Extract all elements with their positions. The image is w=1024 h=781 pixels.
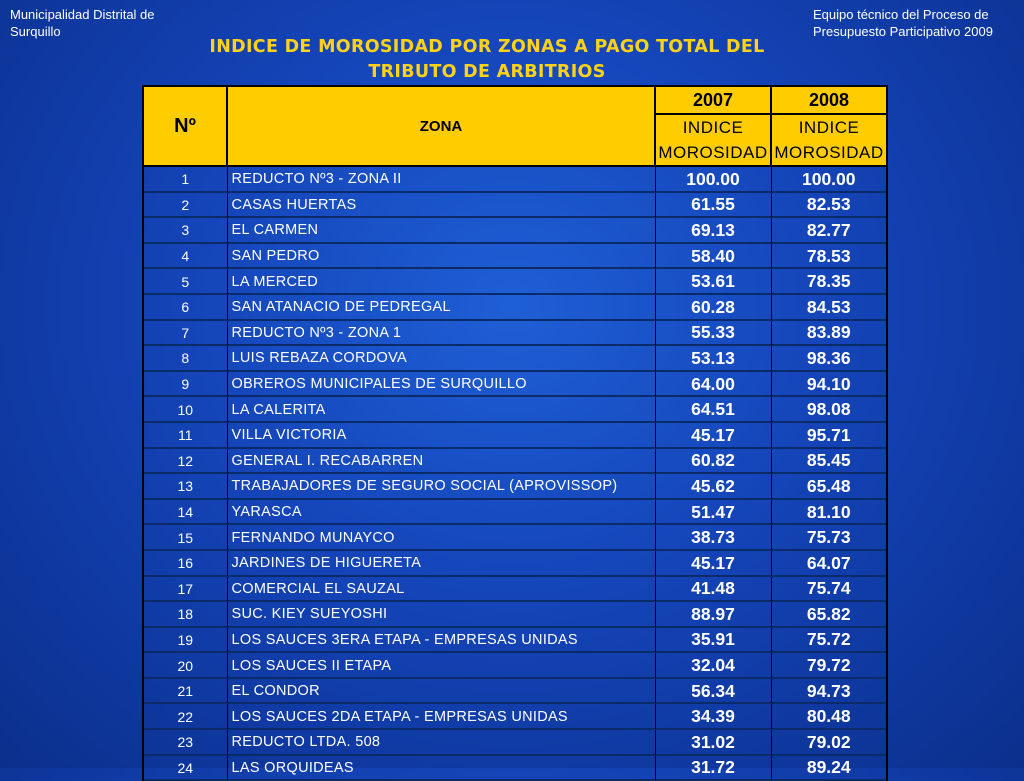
zone-name: FERNANDO MUNAYCO [227,525,655,551]
table-row [143,474,887,500]
index-2007: 58.40 [655,243,771,269]
index-2007: 45.17 [655,422,771,448]
index-2008: 94.10 [771,371,887,397]
index-2007: 53.13 [655,346,771,372]
row-number: 2 [143,192,227,218]
index-2007: 31.02 [655,730,771,756]
zone-name: LOS SAUCES 3ERA ETAPA - EMPRESAS UNIDAS [227,627,655,653]
zone-name: REDUCTO Nº3 - ZONA 1 [227,320,655,346]
zone-name: LA MERCED [227,269,655,295]
index-2007: 41.48 [655,576,771,602]
table-row [143,499,887,525]
index-2007: 56.34 [655,678,771,704]
table-row [143,730,887,756]
zone-name: REDUCTO Nº3 - ZONA II [227,166,655,192]
row-number: 10 [143,397,227,423]
table-row [143,653,887,679]
index-2007: 61.55 [655,192,771,218]
team-label [813,6,1018,40]
row-number: 14 [143,499,227,525]
index-2007: 69.13 [655,218,771,244]
row-number: 13 [143,474,227,500]
zone-name: EL CONDOR [227,678,655,704]
header-morosidad-label: MOROSIDAD [658,143,768,162]
row-number: 19 [143,627,227,653]
team-line2: Presupuesto Participativo 2009 [813,24,993,39]
index-2008: 75.73 [771,525,887,551]
index-2008: 78.53 [771,243,887,269]
index-2007: 60.28 [655,294,771,320]
table-row [143,422,887,448]
index-2008: 81.10 [771,499,887,525]
header-zona: ZONA [227,86,655,166]
header-indice-2008 [771,114,887,166]
row-number: 22 [143,704,227,730]
index-2008: 100.00 [771,166,887,192]
zone-name: LA CALERITA [227,397,655,423]
row-number: 18 [143,602,227,628]
slide-title-line2: TRIBUTO DE ARBITRIOS [368,62,606,82]
index-2007: 45.17 [655,550,771,576]
index-2008: 82.77 [771,218,887,244]
table-row [143,346,887,372]
index-2007: 35.91 [655,627,771,653]
zone-name: SAN PEDRO [227,243,655,269]
index-2007: 100.00 [655,166,771,192]
zone-name: LOS SAUCES II ETAPA [227,653,655,679]
zone-name: LAS ORQUIDEAS [227,755,655,781]
table-row [143,576,887,602]
index-2008: 98.36 [771,346,887,372]
index-2007: 64.51 [655,397,771,423]
row-number: 21 [143,678,227,704]
table-body [143,166,887,781]
index-2008: 65.82 [771,602,887,628]
header-year-2008: 2008 [771,86,887,114]
table-row [143,678,887,704]
index-2008: 64.07 [771,550,887,576]
index-2008: 79.02 [771,730,887,756]
zone-name: COMERCIAL EL SAUZAL [227,576,655,602]
zone-name: SAN ATANACIO DE PEDREGAL [227,294,655,320]
morosidad-table [142,85,888,781]
zone-name: LUIS REBAZA CORDOVA [227,346,655,372]
organization-line2: Surquillo [10,24,61,39]
table-row [143,397,887,423]
row-number: 8 [143,346,227,372]
zone-name: TRABAJADORES DE SEGURO SOCIAL (APROVISSOP) [227,474,655,500]
index-2008: 79.72 [771,653,887,679]
zone-name: EL CARMEN [227,218,655,244]
table-row [143,294,887,320]
zone-name: JARDINES DE HIGUERETA [227,550,655,576]
team-line1: Equipo técnico del Proceso de [813,7,989,22]
header-indice-label: INDICE [682,118,744,137]
row-number: 7 [143,320,227,346]
zone-name: LOS SAUCES 2DA ETAPA - EMPRESAS UNIDAS [227,704,655,730]
zone-name: SUC. KIEY SUEYOSHI [227,602,655,628]
row-number: 1 [143,166,227,192]
row-number: 17 [143,576,227,602]
row-number: 11 [143,422,227,448]
zone-name: OBREROS MUNICIPALES DE SURQUILLO [227,371,655,397]
table-row [143,218,887,244]
table-row [143,448,887,474]
index-2008: 78.35 [771,269,887,295]
index-2008: 82.53 [771,192,887,218]
zone-name: VILLA VICTORIA [227,422,655,448]
row-number: 6 [143,294,227,320]
organization-line1: Municipalidad Distrital de [10,7,155,22]
slide-title-line1: INDICE DE MOROSIDAD POR ZONAS A PAGO TOTAL DEL [209,37,765,57]
header-indice-2007 [655,114,771,166]
table-row [143,269,887,295]
index-2008: 95.71 [771,422,887,448]
zone-name: YARASCA [227,499,655,525]
zone-name: CASAS HUERTAS [227,192,655,218]
index-2008: 75.72 [771,627,887,653]
index-2007: 88.97 [655,602,771,628]
index-2008: 89.24 [771,755,887,781]
table-row [143,704,887,730]
table-row [143,192,887,218]
row-number: 24 [143,755,227,781]
row-number: 4 [143,243,227,269]
index-2008: 85.45 [771,448,887,474]
row-number: 9 [143,371,227,397]
row-number: 5 [143,269,227,295]
index-2008: 94.73 [771,678,887,704]
index-2008: 83.89 [771,320,887,346]
index-2007: 53.61 [655,269,771,295]
index-2007: 55.33 [655,320,771,346]
row-number: 16 [143,550,227,576]
table-row [143,550,887,576]
header-number: Nº [143,86,227,166]
row-number: 20 [143,653,227,679]
zone-name: GENERAL I. RECABARREN [227,448,655,474]
slide-title [170,35,804,85]
index-2008: 75.74 [771,576,887,602]
index-2007: 31.72 [655,755,771,781]
table-row [143,525,887,551]
header-year-2007: 2007 [655,86,771,114]
table-row [143,627,887,653]
table-row [143,371,887,397]
index-2007: 34.39 [655,704,771,730]
table-row [143,320,887,346]
index-2008: 98.08 [771,397,887,423]
index-2007: 32.04 [655,653,771,679]
table-row [143,602,887,628]
index-2008: 80.48 [771,704,887,730]
zone-name: REDUCTO LTDA. 508 [227,730,655,756]
table-row [143,243,887,269]
index-2008: 65.48 [771,474,887,500]
row-number: 15 [143,525,227,551]
header-morosidad-label: MOROSIDAD [774,143,884,162]
index-2007: 64.00 [655,371,771,397]
row-number: 23 [143,730,227,756]
index-2008: 84.53 [771,294,887,320]
row-number: 3 [143,218,227,244]
index-2007: 51.47 [655,499,771,525]
row-number: 12 [143,448,227,474]
index-2007: 45.62 [655,474,771,500]
index-2007: 60.82 [655,448,771,474]
table-row [143,166,887,192]
index-2007: 38.73 [655,525,771,551]
header-indice-label: INDICE [798,118,860,137]
